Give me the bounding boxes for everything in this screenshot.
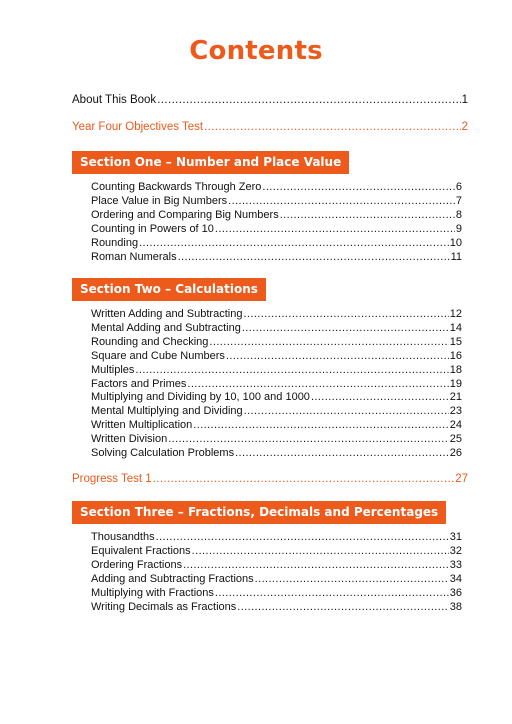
toc-entry-label: Mental Multiplying and Dividing [91, 405, 243, 418]
toc-entry[interactable] [91, 544, 462, 558]
section-heading-three: Section Three – Fractions, Decimals and Percentages [72, 501, 446, 524]
dot-leader [192, 544, 449, 558]
dot-leader [153, 472, 455, 486]
toc-entry-page: 1 [461, 94, 468, 106]
toc-entry[interactable] [91, 446, 462, 460]
toc-entry-label: Ordering and Comparing Big Numbers [91, 208, 279, 221]
toc-entry[interactable] [91, 586, 462, 600]
toc-entry-page: 23 [449, 405, 462, 418]
toc-entry-page: 15 [449, 335, 462, 348]
dot-leader [242, 321, 449, 335]
toc-entry-label: Multiples [91, 363, 135, 376]
dot-leader [237, 600, 448, 614]
toc-entry-page: 16 [449, 349, 462, 362]
toc-entry-label: Place Value in Big Numbers [91, 194, 228, 207]
toc-entry-page: 36 [449, 586, 462, 599]
toc-entry-label: Solving Calculation Problems [91, 447, 235, 459]
toc-entry[interactable] [91, 180, 462, 194]
toc-entry-page: 27 [455, 473, 468, 485]
toc-entry[interactable] [91, 404, 462, 418]
toc-entry-page: 11 [450, 250, 462, 263]
toc-entry-objectives-test[interactable] [72, 120, 468, 134]
toc-entry[interactable] [91, 349, 462, 363]
toc-entry-page: 24 [449, 419, 462, 432]
toc-entry-label: Writing Decimals as Fractions [91, 600, 237, 613]
dot-leader [135, 363, 448, 377]
toc-entry[interactable] [91, 236, 462, 250]
dot-leader [139, 236, 449, 250]
toc-entry-page: 25 [449, 433, 462, 446]
toc-entry[interactable] [91, 194, 462, 208]
toc-entry-page: 38 [449, 600, 462, 613]
toc-entry-page: 18 [449, 363, 462, 376]
dot-leader [168, 432, 449, 446]
dot-leader [215, 586, 449, 600]
dot-leader [178, 250, 450, 264]
dot-leader [157, 93, 460, 107]
toc-entry-page: 21 [449, 391, 462, 404]
dot-leader [280, 208, 455, 222]
dot-leader [255, 572, 449, 586]
dot-leader [311, 390, 449, 404]
toc-entry-label: Rounding and Checking [91, 335, 209, 348]
page-title: Contents [189, 36, 323, 66]
toc-entry[interactable] [91, 250, 462, 264]
toc-entry[interactable] [91, 530, 462, 544]
toc-entry-page: 14 [449, 321, 462, 334]
toc-entry-label: Counting in Powers of 10 [91, 222, 214, 235]
toc-entry-progress-test[interactable] [72, 472, 468, 486]
toc-entry-page: 19 [449, 377, 462, 390]
dot-leader [262, 180, 454, 194]
toc-entry[interactable] [91, 418, 462, 432]
toc-entry-page: 10 [449, 236, 462, 249]
toc-entry[interactable] [91, 307, 462, 321]
toc-entry-label: Written Multiplication [91, 419, 193, 432]
dot-leader [209, 335, 448, 349]
toc-entry-label: Roman Numerals [91, 250, 177, 263]
toc-entry[interactable] [91, 558, 462, 572]
toc-entry[interactable] [91, 363, 462, 377]
dot-leader [215, 222, 455, 236]
toc-entry[interactable] [91, 222, 462, 236]
toc-entry-label: Written Division [91, 433, 168, 446]
toc-entry-label: Adding and Subtracting Fractions [91, 572, 254, 585]
toc-entry-label: Ordering Fractions [91, 558, 183, 571]
toc-entry[interactable] [91, 572, 462, 586]
toc-entry-label: Written Adding and Subtracting [91, 308, 243, 320]
dot-leader [226, 349, 449, 363]
toc-entry-page: 32 [449, 544, 462, 557]
toc-entry-label: Counting Backwards Through Zero [91, 181, 262, 193]
toc-entry-page: 8 [455, 208, 462, 221]
toc-entry[interactable] [91, 377, 462, 391]
dot-leader [193, 418, 448, 432]
section-heading-one: Section One – Number and Place Value [72, 151, 349, 174]
toc-entry[interactable] [91, 432, 462, 446]
dot-leader [228, 194, 455, 208]
toc-entry[interactable] [91, 208, 462, 222]
toc-entry[interactable] [91, 335, 462, 349]
dot-leader [187, 377, 448, 391]
dot-leader [243, 307, 448, 321]
toc-entry-label: Multiplying and Dividing by 10, 100 and 1000 [91, 391, 310, 404]
toc-entry-label: Factors and Primes [91, 377, 187, 390]
toc-entry-page: 33 [449, 558, 462, 571]
toc-entry-label: Thousandths [91, 531, 155, 543]
toc-entry-page: 12 [449, 308, 462, 320]
toc-entry-page: 9 [455, 222, 462, 235]
toc-entry-label: About This Book [72, 94, 157, 106]
toc-entry-about[interactable] [72, 93, 468, 107]
toc-entry[interactable] [91, 600, 462, 614]
toc-entry[interactable] [91, 321, 462, 335]
dot-leader [235, 446, 449, 460]
toc-entry-page: 34 [449, 572, 462, 585]
toc-entry-page: 6 [455, 181, 462, 193]
toc-entry-label: Square and Cube Numbers [91, 349, 225, 362]
dot-leader [183, 558, 449, 572]
toc-entry-page: 2 [461, 121, 468, 133]
dot-leader [204, 120, 461, 134]
toc-entry-label: Progress Test 1 [72, 473, 152, 485]
toc-entry-page: 31 [449, 531, 462, 543]
toc-entry-page: 26 [449, 447, 462, 459]
toc-entry-label: Equivalent Fractions [91, 544, 191, 557]
section-heading-two: Section Two – Calculations [72, 278, 266, 301]
dot-leader [244, 404, 449, 418]
toc-entry[interactable] [91, 390, 462, 404]
toc-entry-label: Rounding [91, 236, 139, 249]
dot-leader [156, 530, 449, 544]
toc-entry-label: Mental Adding and Subtracting [91, 321, 241, 334]
toc-entry-label: Multiplying with Fractions [91, 586, 214, 599]
toc-entry-page: 7 [455, 194, 462, 207]
toc-entry-label: Year Four Objectives Test [72, 121, 204, 133]
